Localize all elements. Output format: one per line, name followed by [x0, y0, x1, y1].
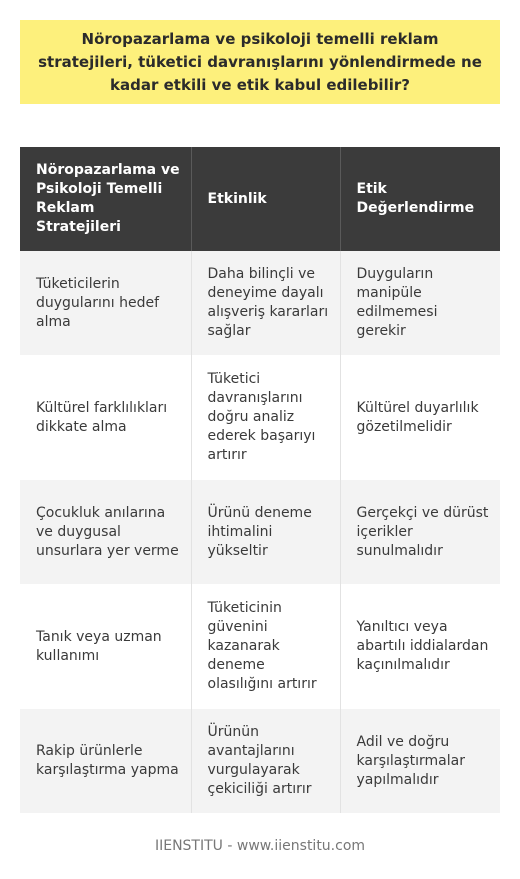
cell-ethics: Yanıltıcı veya abartılı iddialardan kaçınılmalıdır	[340, 584, 500, 709]
cell-ethics: Gerçekçi ve dürüst içerikler sunulmalıdır	[340, 480, 500, 584]
header-effectiveness: Etkinlik	[191, 147, 340, 251]
table-header-row	[20, 147, 500, 251]
header-strategy: Nöropazarlama ve Psikoloji Temelli Reklam Stratejileri	[20, 147, 191, 251]
footer-source: IIENSTITU - www.iienstitu.com	[154, 838, 366, 854]
table-row	[20, 251, 500, 355]
cell-strategy: Tanık veya uzman kullanımı	[20, 584, 191, 709]
table-row	[20, 355, 500, 480]
table-row	[20, 709, 500, 813]
cell-strategy: Tüketicilerin duygularını hedef alma	[20, 251, 191, 355]
header-ethics: Etik Değerlendirme	[340, 147, 500, 251]
table-row	[20, 584, 500, 709]
question-title: Nöropazarlama ve psikoloji temelli reklam stratejileri, tüketici davranışlarını yönlendirmede ne kadar etkili ve etik kabul edilebilir?	[38, 29, 482, 94]
cell-effectiveness: Daha bilinçli ve deneyime dayalı alışveriş kararları sağlar	[191, 251, 340, 355]
cell-effectiveness: Ürünün avantajlarını vurgulayarak çekiciliği artırır	[191, 709, 340, 813]
cell-ethics: Kültürel duyarlılık gözetilmelidir	[340, 355, 500, 480]
cell-strategy: Çocukluk anılarına ve duygusal unsurlara yer verme	[20, 480, 191, 584]
cell-ethics: Duyguların manipüle edilmemesi gerekir	[340, 251, 500, 355]
cell-strategy: Kültürel farklılıkları dikkate alma	[20, 355, 191, 480]
table-row	[20, 480, 500, 584]
strategy-table	[20, 147, 500, 813]
cell-ethics: Adil ve doğru karşılaştırmalar yapılmalıdır	[340, 709, 500, 813]
cell-effectiveness: Tüketici davranışlarını doğru analiz ederek başarıyı artırır	[191, 355, 340, 480]
cell-effectiveness: Tüketicinin güvenini kazanarak deneme olasılığını artırır	[191, 584, 340, 709]
cell-strategy: Rakip ürünlerle karşılaştırma yapma	[20, 709, 191, 813]
question-banner	[20, 20, 500, 104]
cell-effectiveness: Ürünü deneme ihtimalini yükseltir	[191, 480, 340, 584]
